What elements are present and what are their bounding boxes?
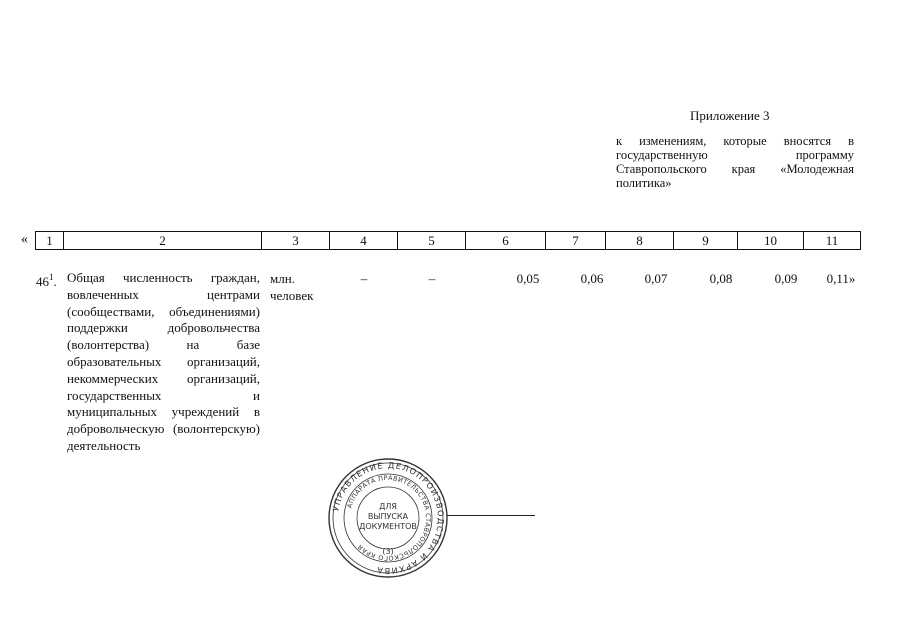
appendix-title: Приложение 3 bbox=[690, 108, 770, 123]
column-header: 10 bbox=[738, 232, 804, 250]
seal-center-line-2: ВЫПУСКА bbox=[367, 512, 409, 521]
value-col-7: 0,06 bbox=[580, 271, 604, 286]
value-col-10: 0,09 bbox=[774, 271, 798, 286]
column-header: 3 bbox=[262, 232, 330, 250]
table-open-quote: « bbox=[21, 232, 28, 247]
value-col-8: 0,07 bbox=[644, 271, 668, 286]
column-header: 8 bbox=[606, 232, 674, 250]
column-header: 7 bbox=[546, 232, 606, 250]
value-col-6: 0,05 bbox=[516, 271, 540, 286]
row-number: $46^1$. bbox=[36, 272, 57, 289]
official-seal bbox=[326, 456, 450, 580]
value-col-9: 0,08 bbox=[709, 271, 733, 286]
value-col-5: – bbox=[428, 271, 436, 286]
signature-line bbox=[447, 515, 535, 516]
column-number-header bbox=[35, 231, 861, 250]
value-col-4: – bbox=[360, 271, 368, 286]
seal-number: (3) bbox=[382, 547, 394, 556]
seal-inner-text: АППАРАТА ПРАВИТЕЛЬСТВА СТАВРОПОЛЬСКОГО КРАЯ bbox=[345, 473, 433, 563]
column-header: 9 bbox=[674, 232, 738, 250]
appendix-subtitle: к изменениям, которые вносятся в государственную программу Ставропольского края «Молодежная политика» bbox=[616, 134, 854, 190]
column-header: 4 bbox=[330, 232, 398, 250]
indicator-name: Общая численность граждан, вовлеченных центрами (сообществами, объединениями) поддержки добровольчества (волонтерства) на базе образовательных организаций, некоммерческих организаций, государственных и муниципальных учреждений в добровольческую (волонтерскую) деятельность bbox=[67, 270, 260, 453]
seal-outer-text: УПРАВЛЕНИЕ ДЕЛОПРОИЗВОДСТВА И АРХИВА bbox=[330, 459, 447, 577]
column-header: 5 bbox=[398, 232, 466, 250]
column-header: 11 bbox=[804, 232, 861, 250]
column-header: 6 bbox=[466, 232, 546, 250]
seal-center-line-1: ДЛЯ bbox=[379, 502, 397, 511]
seal-center-line-3: ДОКУМЕНТОВ bbox=[359, 522, 417, 531]
unit-of-measure: млн. человек bbox=[270, 271, 314, 303]
value-col-11: 0,11» bbox=[826, 271, 856, 286]
column-header: 2 bbox=[64, 232, 262, 250]
seal-svg bbox=[326, 456, 450, 580]
column-header: 1 bbox=[36, 232, 64, 250]
